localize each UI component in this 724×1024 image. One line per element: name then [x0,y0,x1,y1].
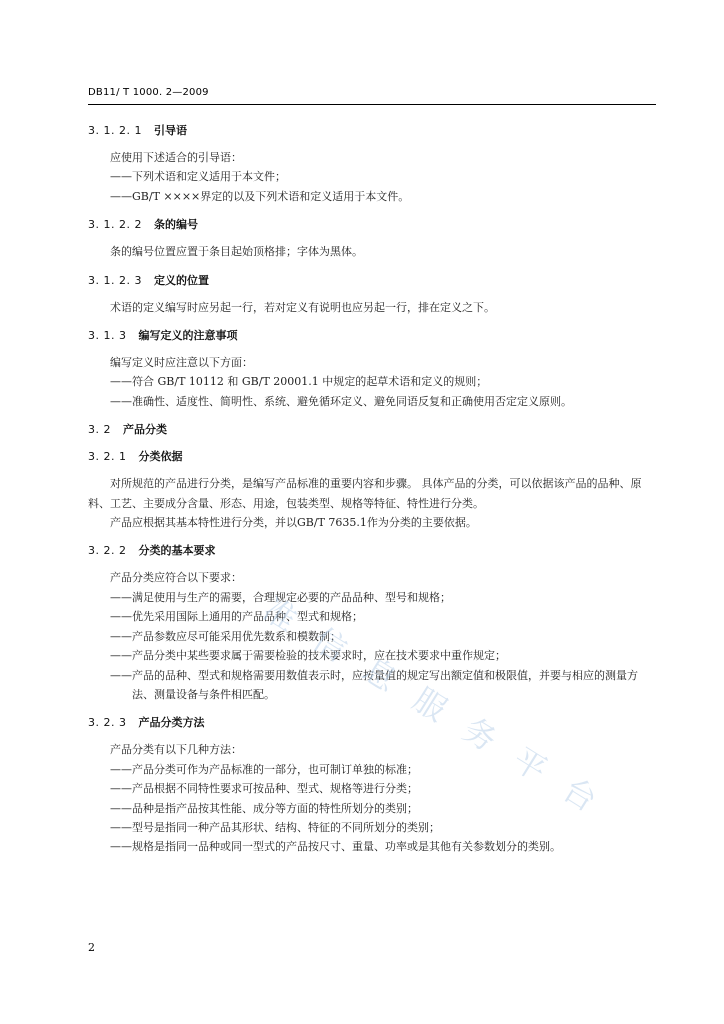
watermark-char: 务 [456,710,504,760]
list-item: ——下列术语和定义适用于本文件； [110,170,286,184]
paragraph: 产品应根据其基本特性进行分类，并以GB/T 7635.1作为分类的主要依据。 [110,516,477,530]
section-number: 3. 1. 2. 2 [88,218,142,232]
section-number: 3. 2. 2 [88,544,127,558]
section-title: 产品分类方法 [138,716,205,730]
list-item: ——型号是指同一种产品其形状、结构、特征的不同所划分的类别； [110,820,440,834]
list-item: ——产品根据不同特性要求可按品种、型式、规格等进行分类； [110,782,418,796]
list-item: ——规格是指同一品种或同一型式的产品按尺寸、重量、功率或是其他有关参数划分的类别。 [110,840,561,854]
section-number: 3. 2 [88,423,111,437]
section-title: 引导语 [153,124,187,137]
list-item: ——产品分类中某些要求属于需要检验的技术要求时，应在技术要求中重作规定； [110,649,506,663]
watermark-char: 台 [556,770,604,820]
section-3-1-2-2 [88,217,656,261]
section-number: 3. 2. 3 [88,716,127,730]
section-3-2-2 [88,543,656,704]
section-heading [88,715,656,731]
list-item: ——品种是指产品按其性能、成分等方面的特性所划分的类别； [110,801,418,815]
list-item: ——符合 GB/T 10112 和 GB/T 20001.1 中规定的起草术语和定义的规则； [110,375,488,389]
list-item: ——产品参数应尽可能采用优先数系和模数制； [110,629,341,643]
section-heading [88,328,656,344]
paragraph: 产品分类有以下几种方法： [110,743,242,757]
list-item: ——准确性、适度性、简明性、系统、避免循环定义、避免同语反复和正确使用否定定义原则。 [110,394,572,408]
section-number: 3. 2. 1 [88,450,127,464]
section-3-1-3 [88,328,656,411]
section-heading [88,449,656,465]
section-number: 3. 1. 3 [88,329,127,343]
header-divider [88,104,656,105]
section-title: 编写定义的注意事项 [138,329,238,343]
section-heading [88,543,656,559]
paragraph: 应使用下述适合的引导语： [110,151,242,164]
section-title: 条的编号 [153,218,198,232]
watermark-char: 信 [306,620,354,670]
paragraph: 编写定义时应注意以下方面： [110,356,253,370]
section-heading [88,123,656,139]
section-number: 3. 1. 2. 1 [88,124,142,137]
section-title: 产品分类 [123,423,167,437]
section-title: 分类依据 [138,450,183,464]
paragraph: 术语的定义编写时应另起一行，若对定义有说明也应另起一行，排在定义之下。 [110,300,495,314]
section-3-2-3 [88,715,656,856]
section-heading [88,273,656,289]
paragraph: 对所规范的产品进行分类，是编写产品标准的重要内容和步骤。 具体产品的分类，可以依据该产品的品种、原料、工艺、主要成分含量、形态、用途，包装类型、规格等特征、特性进行分类。 [88,477,642,510]
section-heading [88,217,656,233]
section-3-2 [88,422,656,438]
watermark-char: 息 [356,650,404,700]
section-title: 分类的基本要求 [138,544,216,558]
section-title: 定义的位置 [153,273,209,287]
watermark-char: 准 [256,590,304,640]
paragraph: 条的编号位置应置于条目起始顶格排；字体为黑体。 [110,245,363,259]
list-item: ——产品分类可作为产品标准的一部分，也可制订单独的标准； [110,762,418,776]
list-item: ——优先采用国际上通用的产品品种、型式和规格； [110,610,363,624]
section-3-1-2-1 [88,123,656,206]
page-number: 2 [88,941,95,954]
section-number: 3. 1. 2. 3 [88,273,142,287]
document-id: DB11/ T 1000. 2—2009 [88,87,209,98]
list-item: ——满足使用与生产的需要，合理规定必要的产品品种、型号和规格； [110,590,451,604]
section-3-2-1 [88,449,656,532]
document-body [88,112,656,857]
list-item: ——GB/T ××××界定的以及下列术语和定义适用于本文件。 [110,189,410,203]
section-3-1-2-3 [88,273,656,317]
list-item: ——产品的品种、型式和规格需要用数值表示时，应按量值的规定写出额定值和极限值，并要与相应的测量方法、测量设备与条件相匹配。 [110,668,638,701]
paragraph: 产品分类应符合以下要求： [110,571,242,585]
watermark-char: 平 [506,740,554,790]
section-heading [88,422,656,438]
watermark-char: 服 [406,680,454,730]
